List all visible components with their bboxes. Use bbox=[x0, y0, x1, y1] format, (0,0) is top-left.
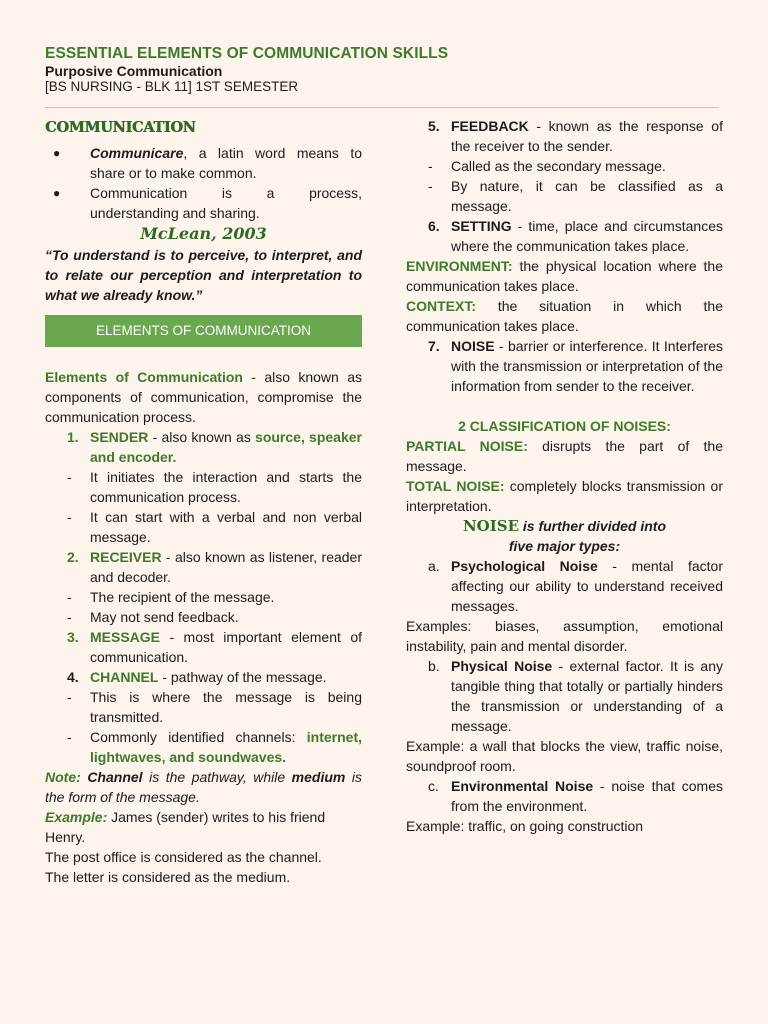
class-info: [BS NURSING - BLK 11] 1ST SEMESTER bbox=[45, 79, 299, 94]
elements-intro: Elements of Communication - also known as components of communication, compromise the communication process. bbox=[45, 369, 362, 425]
element-receiver: 2. RECEIVER - also known as listener, reader and decoder. bbox=[67, 549, 362, 585]
feedback-detail-2: - By nature, it can be classified as a message. bbox=[428, 178, 723, 214]
receiver-detail-1: - The recipient of the message. bbox=[67, 589, 275, 605]
environment-definition: ENVIRONMENT: the physical location where the communication takes place. bbox=[406, 258, 723, 294]
bullet-communicare: ● Communicare, a latin word means to share or to make common. bbox=[53, 145, 362, 181]
element-message: 3. MESSAGE - most important element of communication. bbox=[67, 629, 362, 665]
channel-detail-2: - Commonly identified channels: internet, lightwaves, and soundwaves. bbox=[67, 729, 362, 765]
example-james: Example: James (sender) writes to his friend Henry. bbox=[45, 809, 326, 845]
document-header bbox=[45, 44, 448, 94]
environmental-examples: Example: traffic, on going construction bbox=[406, 818, 644, 834]
physical-examples: Example: a wall that blocks the view, traffic noise, soundproof room. bbox=[406, 738, 723, 774]
bullet-icon: ● bbox=[53, 146, 61, 160]
partial-noise: PARTIAL NOISE: disrupts the part of the message. bbox=[406, 438, 723, 474]
quote-text: “To understand is to perceive, to interpret, and to relate our perception and interpretation to what we already know.” bbox=[45, 247, 362, 303]
letter-note: The letter is considered as the medium. bbox=[45, 869, 291, 885]
element-sender: 1. SENDER - also known as source, speaker and encoder. bbox=[67, 429, 362, 465]
header-divider bbox=[45, 107, 719, 108]
feedback-detail-1: - Called as the secondary message. bbox=[428, 158, 666, 174]
right-column bbox=[406, 116, 723, 836]
receiver-detail-2: - May not send feedback. bbox=[67, 609, 239, 625]
element-feedback: 5. FEEDBACK - known as the response of the receiver to the sender. bbox=[428, 118, 723, 154]
sender-detail-1: - It initiates the interaction and starts the communication process. bbox=[67, 469, 362, 505]
course-subtitle: Purposive Communication bbox=[45, 63, 223, 79]
element-channel: 4. CHANNEL - pathway of the message. bbox=[67, 669, 327, 685]
elements-banner: ELEMENTS OF COMMUNICATION bbox=[45, 315, 362, 347]
bullet-process: ● Communication is a process, understanding and sharing. bbox=[53, 185, 362, 221]
noise-types-heading: NOISE is further divided into bbox=[462, 517, 667, 535]
note-channel-medium: Note: Channel is the pathway, while medium is the form of the message. bbox=[45, 769, 362, 805]
psychological-noise: a. Psychological Noise - mental factor affecting our ability to understand received messages. bbox=[428, 558, 723, 614]
context-definition: CONTEXT: the situation in which the communication takes place. bbox=[406, 298, 723, 334]
document-title: ESSENTIAL ELEMENTS OF COMMUNICATION SKILLS bbox=[45, 45, 449, 62]
psychological-examples: Examples: biases, assumption, emotional instability, pain and mental disorder. bbox=[406, 618, 723, 654]
classification-heading: 2 CLASSIFICATION OF NOISES: bbox=[458, 418, 671, 434]
post-office-note: The post office is considered as the channel. bbox=[45, 849, 322, 865]
quote-author: McLean, 2003 bbox=[140, 224, 267, 243]
term-communicare: Communicare bbox=[90, 145, 184, 161]
channel-detail-1: - This is where the message is being transmitted. bbox=[67, 689, 362, 725]
bullet-icon: ● bbox=[53, 186, 61, 200]
element-noise: 7. NOISE - barrier or interference. It Interferes with the transmission or interpretation of the information from sender to the receiver. bbox=[428, 338, 723, 394]
total-noise: TOTAL NOISE: completely blocks transmission or interpretation. bbox=[406, 478, 723, 514]
element-setting: 6. SETTING - time, place and circumstances where the communication takes place. bbox=[428, 218, 723, 254]
section-title-communication: COMMUNICATION bbox=[45, 119, 196, 136]
five-types-line: five major types: bbox=[508, 538, 621, 554]
noise-word: NOISE bbox=[462, 517, 520, 535]
environmental-noise: c. Environmental Noise - noise that comes from the environment. bbox=[428, 778, 723, 814]
sender-detail-2: - It can start with a verbal and non verbal message. bbox=[67, 509, 362, 545]
left-column bbox=[45, 118, 362, 887]
physical-noise: b. Physical Noise - external factor. It is any tangible thing that totally or partially hinders the transmission or understanding of a message. bbox=[428, 658, 724, 734]
